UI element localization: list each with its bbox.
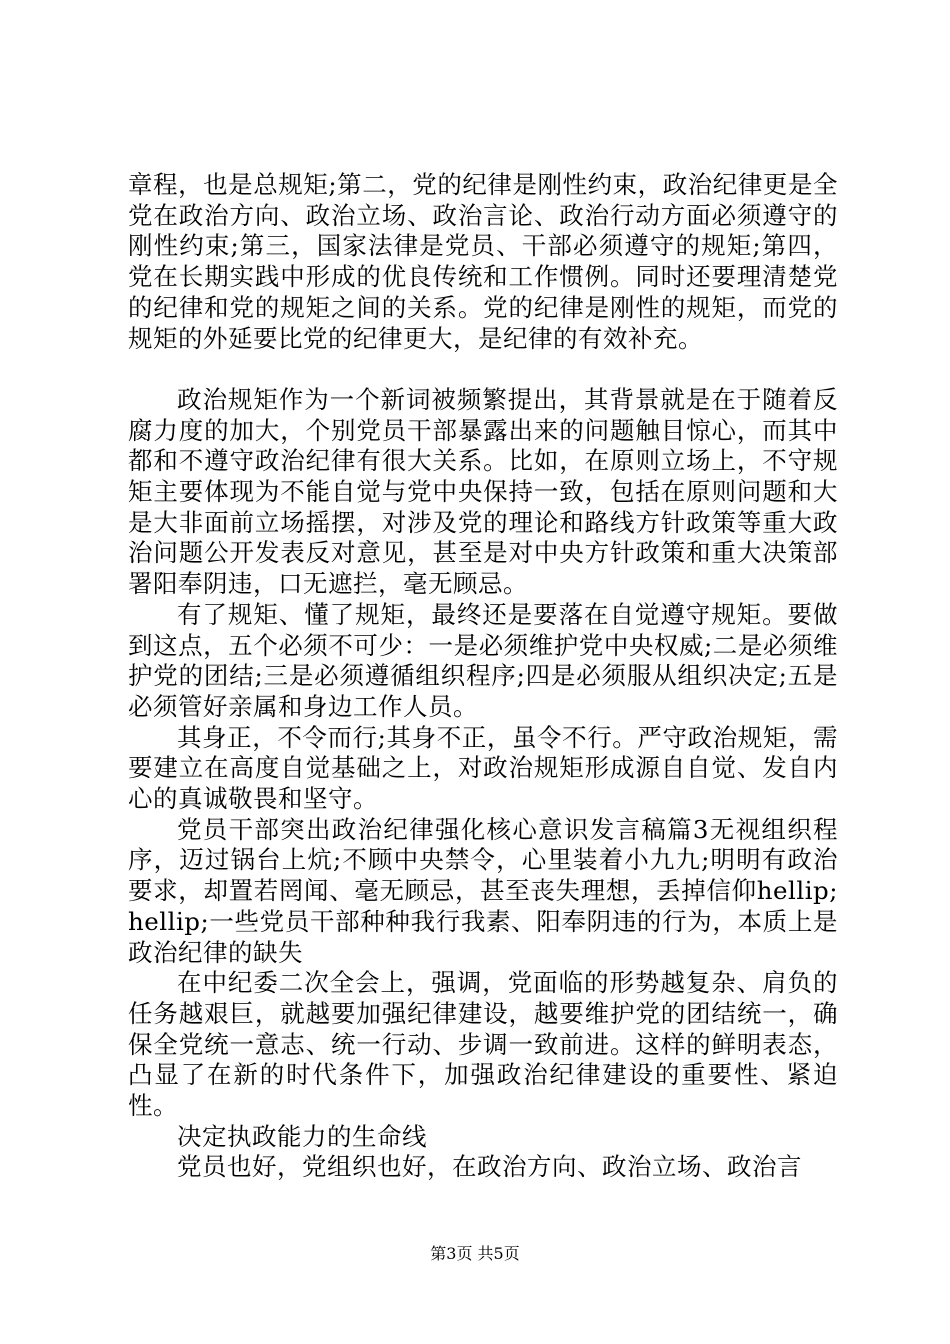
page-number-footer: 第3页 共5页: [430, 1244, 520, 1263]
paragraph-speech-part-3: 党员干部突出政治纪律强化核心意识发言稿篇3无视组织程序，迈过锅台上炕;不顾中央禁令，心里装着小九九;明明有政治要求，却置若罔闻、毫无顾忌，甚至丧失理想，丢掉信仰hellip;hellip;一些党员干部种种我行我素、阳奉阴违的行为，本质上是政治纪律的缺失: [128, 814, 838, 967]
section-heading-lifeline: 决定执政能力的生命线: [177, 1121, 427, 1151]
paragraph-five-musts: 有了规矩、懂了规矩，最终还是要落在自觉遵守规矩。要做到这点，五个必须不可少：一是必须维护党中央权威;二是必须维护党的团结;三是必须遵循组织程序;四是必须服从组织决定;五是必须管好亲属和身边工作人员。: [128, 599, 838, 721]
paragraph-party-members: 党员也好，党组织也好，在政治方向、政治立场、政治言: [177, 1152, 802, 1182]
paragraph-rules-overview: 章程，也是总规矩;第二，党的纪律是刚性约束，政治纪律更是全党在政治方向、政治立场、政治言论、政治行动方面必须遵守的刚性约束;第三，国家法律是党员、干部必须遵守的规矩;第四，党在长期实践中形成的优良传统和工作惯例。同时还要理清楚党的纪律和党的规矩之间的关系。党的纪律是刚性的规矩，而党的规矩的外延要比党的纪律更大，是纪律的有效补充。: [128, 170, 838, 353]
paragraph-plenary-session: 在中纪委二次全会上，强调，党面临的形势越复杂、肩负的任务越艰巨，就越要加强纪律建设，越要维护党的团结统一，确保全党统一意志、统一行动、步调一致前进。这样的鲜明表态，凸显了在新的时代条件下，加强政治纪律建设的重要性、紧迫性。: [128, 968, 838, 1121]
paragraph-self-discipline: 其身正，不令而行;其身不正，虽令不行。严守政治规矩，需要建立在高度自觉基础之上，对政治规矩形成源自自觉、发自内心的真诚敬畏和坚守。: [128, 722, 838, 814]
paragraph-political-rules-background: 政治规矩作为一个新词被频繁提出，其背景就是在于随着反腐力度的加大，个别党员干部暴露出来的问题触目惊心，而其中都和不遵守政治纪律有很大关系。比如，在原则立场上，不守规矩主要体现为不能自觉与党中央保持一致，包括在原则问题和大是大非面前立场摇摆，对涉及党的理论和路线方针政策等重大政治问题公开发表反对意见，甚至是对中央方针政策和重大决策部署阳奉阴违，口无遮拦，毫无顾忌。: [128, 384, 838, 599]
document-body: [128, 170, 838, 1183]
